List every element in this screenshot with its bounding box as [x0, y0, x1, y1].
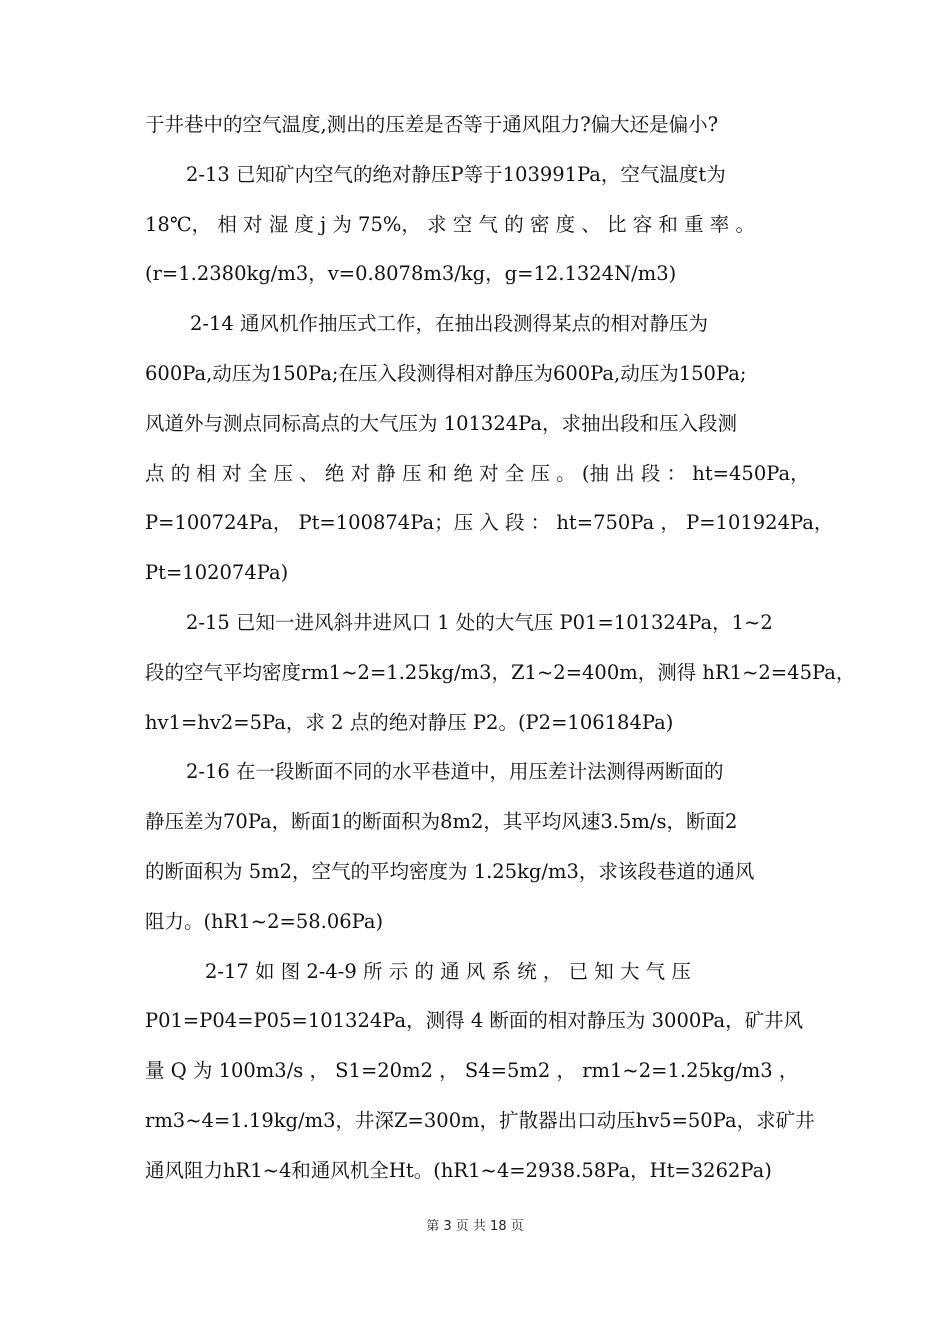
answer-line: hv1=hv2=5Pa，求 2 点的绝对静压 P2。(P2=106184Pa) — [145, 710, 674, 734]
problem-2-13-heading: 2-13 已知矿内空气的绝对静压P等于103991Pa，空气温度t为 — [186, 162, 726, 186]
text-line: 量 Q 为 100m3/s ， S1=20m2 ， S4=5m2 ， rm1~2=1.25kg/m3 ， — [145, 1059, 799, 1083]
text-line: 风道外与测点同标高点的大气压为 101324Pa，求抽出段和压入段测 — [145, 411, 738, 435]
text-line: 于井巷中的空气温度,测出的压差是否等于通风阻力?偏大还是偏小? — [145, 113, 719, 136]
text-line: 18℃， 相 对 湿 度 j 为 75%， 求 空 气 的 密 度 、 比 容 和 重 率 。 — [145, 212, 755, 236]
text-line: 段的空气平均密度rm1~2=1.25kg/m3，Z1~2=400m，测得 hR1~2=45Pa， — [145, 660, 856, 684]
problem-2-15-heading: 2-15 已知一进风斜井进风口 1 处的大气压 P01=101324Pa，1~2 — [186, 610, 773, 634]
answer-line: 通风阻力hR1~4和通风机全Ht。(hR1~4=2938.58Pa，Ht=3262Pa) — [145, 1158, 772, 1182]
answer-line: 阻力。(hR1~2=58.06Pa) — [145, 909, 384, 933]
answer-line: P=100724Pa， Pt=100874Pa；压 入 段 ： ht=750Pa ， P=101924Pa， — [145, 511, 834, 535]
text-line: 静压差为70Pa，断面1的断面积为8m2，其平均风速3.5m/s，断面2 — [145, 810, 738, 834]
problem-2-16-heading: 2-16 在一段断面不同的水平巷道中，用压差计法测得两断面的 — [186, 760, 724, 784]
text-line: 600Pa,动压为150Pa;在压入段测得相对静压为600Pa,动压为150Pa; — [145, 361, 747, 385]
text-line: 点 的 相 对 全 压 、 绝 对 静 压 和 绝 对 全 压 。 (抽 出 段 ： ht=450Pa， — [145, 461, 810, 485]
page-number-footer: 第 3 页 共 18 页 — [426, 1219, 524, 1234]
text-line: P01=P04=P05=101324Pa，测得 4 断面的相对静压为 3000Pa，矿井风 — [145, 1009, 804, 1033]
document-body — [145, 100, 856, 1196]
problem-2-14-heading: 2-14 通风机作抽压式工作，在抽出段测得某点的相对静压为 — [190, 312, 709, 336]
problem-2-17-heading: 2-17 如 图 2-4-9 所 示 的 通 风 系 统 ， 已 知 大 气 压 — [205, 959, 691, 983]
text-line: 的断面积为 5m2，空气的平均密度为 1.25kg/m3，求该段巷道的通风 — [145, 859, 755, 883]
text-line: rm3~4=1.19kg/m3，井深Z=300m，扩散器出口动压hv5=50Pa，求矿井 — [145, 1108, 815, 1132]
answer-line: (r=1.2380kg/m3，v=0.8078m3/kg，g=12.1324N/m3) — [145, 262, 677, 286]
answer-line: Pt=102074Pa) — [145, 561, 289, 585]
